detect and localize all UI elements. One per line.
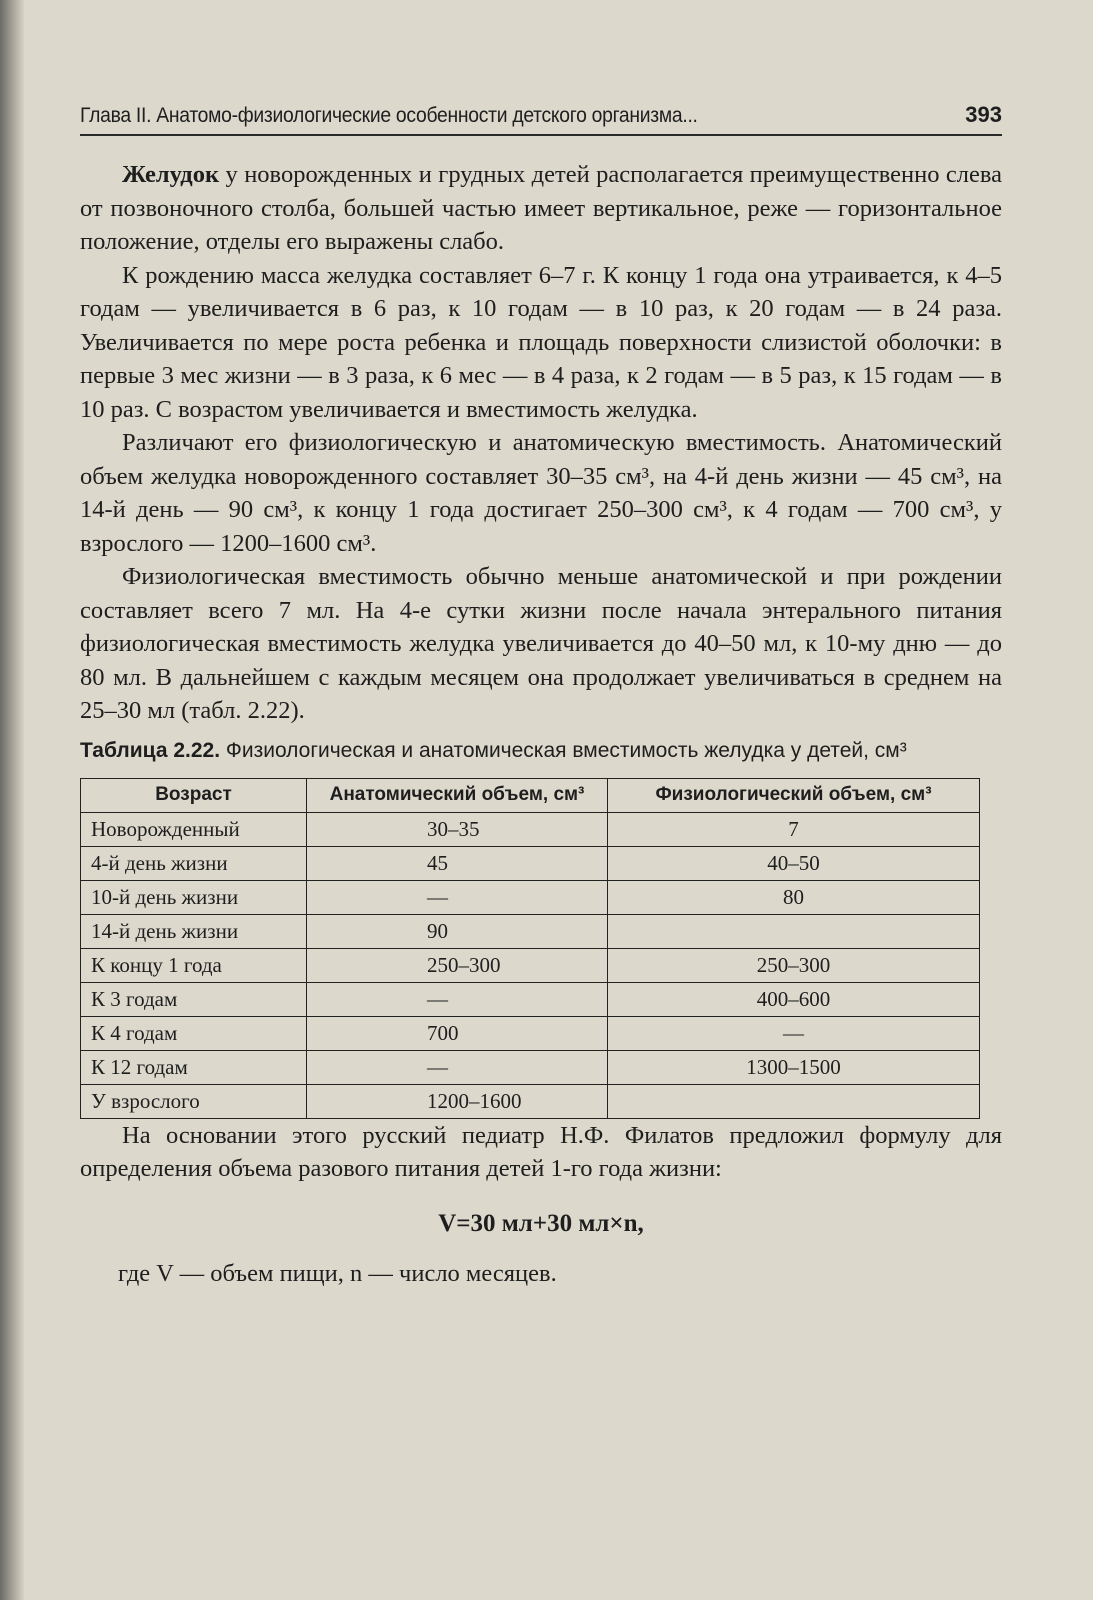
table-row [81,982,980,1016]
table-row [81,880,980,914]
paragraph-stomach-text: у новорожденных и грудных детей располагается преимущественно слева от позвоночного столба, большей частью имеет вертикальное, реже — горизонтальное положение, отделы его выражены слабо. [80,161,1002,255]
table-row [81,846,980,880]
formula-legend: где V — объем пищи, n — число месяцев. [118,1259,557,1287]
cell-physiological [608,1084,980,1118]
cell-age: Новорожденный [81,812,307,846]
book-page [24,0,1093,1600]
cell-age: К 3 годам [81,982,307,1016]
cell-age: У взрослого [81,1084,307,1118]
paragraph-stomach [80,158,1002,259]
cell-anatomical: 250–300 [307,948,608,982]
table-row [81,948,980,982]
cell-physiological: 250–300 [608,948,980,982]
page-content [80,158,1002,1288]
cell-age: 14-й день жизни [81,914,307,948]
paragraph-anatomical-capacity: Различают его физиологическую и анатомическую вместимость. Анатомический объем желудка новорожденного составляет 30–35 см³, на 4-й день жизни — 45 см³, на 14-й день — 90 см³, к концу 1 года достигает 250–300 см³, к 4 годам — 700 см³, у взрослого — 1200–1600 см³. [80,429,1002,557]
cell-anatomical: 45 [307,846,608,880]
cell-physiological: 40–50 [608,846,980,880]
cell-anatomical: — [307,1050,608,1084]
paragraph-mass: К рождению масса желудка составляет 6–7 г. К концу 1 года она утраивается, к 4–5 годам — увеличивается в 6 раз, к 10 годам — в 10 раз, к 20 годам — в 24 раза. Увеличивается по мере роста ребенка и площадь поверхности слизистой оболочки: в первые 3 мес жизни — в 3 раза, к 6 мес — в 4 раза, к 2 годам — в 5 раз, к 15 годам — в 10 раз. С возрастом увеличивается и вместимость желудка. [80,261,1002,423]
paragraph-filatov: На основании этого русский педиатр Н.Ф. Филатов предложил формулу для определения объема разового питания детей 1-го года жизни: [80,1121,1002,1182]
table-row [81,1084,980,1118]
header-anatomical: Анатомический объем, см³ [307,778,608,812]
cell-physiological: — [608,1016,980,1050]
table-caption [80,738,1002,764]
cell-age: К 12 годам [81,1050,307,1084]
book-spine-shadow [0,0,24,1600]
header-age: Возраст [81,778,307,812]
cell-physiological: 80 [608,880,980,914]
cell-anatomical: 90 [307,914,608,948]
cell-anatomical: 1200–1600 [307,1084,608,1118]
table-row [81,812,980,846]
capacity-table [80,778,980,1119]
cell-physiological: 400–600 [608,982,980,1016]
table-header-row [81,778,980,812]
header-physiological: Физиологический объем, см³ [608,778,980,812]
page-number: 393 [965,102,1002,127]
table-row [81,1016,980,1050]
cell-age: К концу 1 года [81,948,307,982]
chapter-title: Глава II. Анатомо-физиологические особенности детского организма... [80,104,698,127]
running-header [80,96,1002,136]
cell-physiological: 1300–1500 [608,1050,980,1084]
term-stomach: Желудок [122,161,220,188]
paragraph-physiological-capacity: Физиологическая вместимость обычно меньше анатомической и при рождении составляет всего 7 мл. На 4-е сутки жизни после начала энтерального питания физиологическая вместимость желудка увеличивается до 40–50 мл, к 10-му дню — до 80 мл. В дальнейшем с каждым месяцем она продолжает увеличиваться в среднем на 25–30 мл (табл. 2.22). [80,563,1002,724]
filatov-formula: V=30 мл+30 мл×n, [438,1209,644,1237]
cell-physiological: 7 [608,812,980,846]
cell-anatomical: — [307,880,608,914]
cell-anatomical: 700 [307,1016,608,1050]
cell-anatomical: 30–35 [307,812,608,846]
cell-age: 10-й день жизни [81,880,307,914]
cell-anatomical: — [307,982,608,1016]
table-caption-text: Физиологическая и анатомическая вместимость желудка у детей, см³ [220,738,907,762]
cell-age: 4-й день жизни [81,846,307,880]
cell-age: К 4 годам [81,1016,307,1050]
table-caption-label: Таблица 2.22. [80,738,221,762]
cell-physiological [608,914,980,948]
table-row [81,914,980,948]
table-row [81,1050,980,1084]
